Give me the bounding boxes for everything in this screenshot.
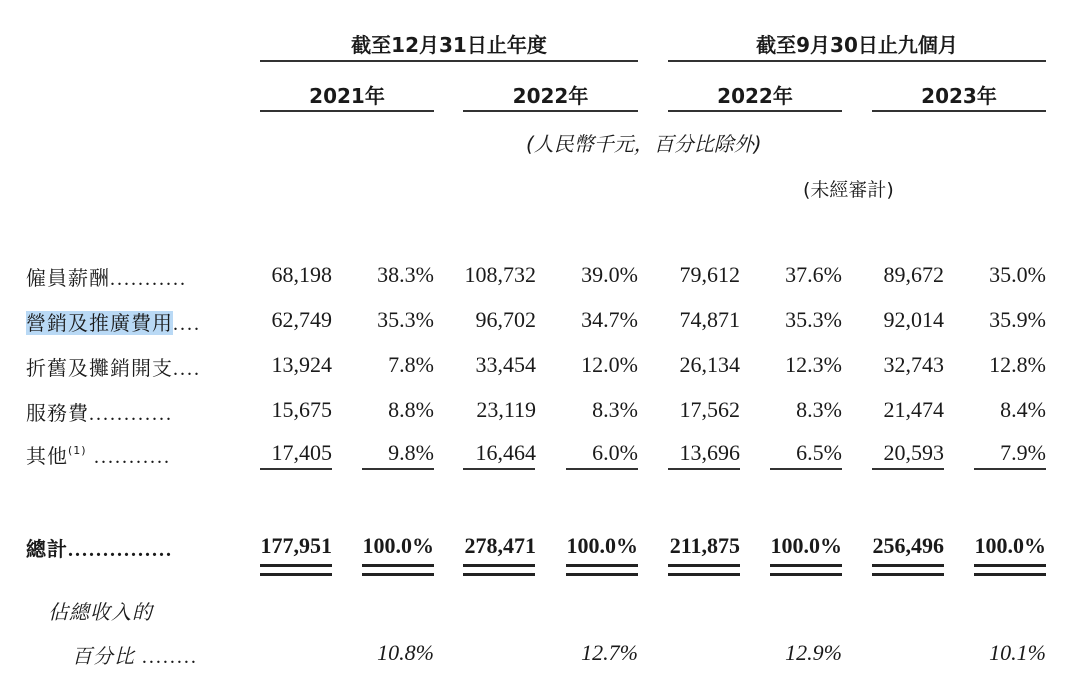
- header-nine-months-rule: [668, 60, 1046, 62]
- row-label-text: 僱員薪酬: [26, 266, 110, 290]
- table-cell: 8.3%: [796, 397, 842, 422]
- row-label-service-fee: [26, 397, 173, 426]
- row-label-text: 總計: [26, 537, 68, 561]
- row-label-others: [26, 440, 171, 469]
- total-cell: 100.0%: [974, 533, 1046, 558]
- table-cell: 6.5%: [796, 440, 842, 465]
- pct-revenue-label-line2: [72, 640, 198, 669]
- total-double-rule: [260, 564, 332, 567]
- total-double-rule: [974, 564, 1046, 567]
- total-cell: 177,951: [260, 533, 332, 558]
- leader-dots: ........: [142, 646, 199, 668]
- leader-dots: ...............: [68, 539, 173, 561]
- row-label-marketing: [26, 307, 201, 336]
- pct-revenue-cell: 10.1%: [989, 640, 1046, 665]
- table-cell: 23,119: [476, 397, 536, 422]
- header-full-year-rule: [260, 60, 638, 62]
- total-double-rule: [770, 573, 842, 576]
- table-cell: 108,732: [464, 262, 536, 287]
- subtotal-rule-4: [566, 468, 638, 470]
- total-double-rule: [362, 564, 434, 567]
- subtotal-rule-7: [872, 468, 944, 470]
- total-double-rule: [463, 564, 535, 567]
- row-label-total: [26, 533, 173, 562]
- unit-note: (人民幣千元，百分比除外): [526, 132, 762, 156]
- table-cell: 33,454: [475, 352, 536, 377]
- table-cell: 92,014: [883, 307, 944, 332]
- leader-dots: ............: [89, 403, 173, 425]
- table-cell: 74,871: [679, 307, 740, 332]
- subtotal-rule-6: [770, 468, 842, 470]
- table-cell: 9.8%: [388, 440, 434, 465]
- table-cell: 26,134: [679, 352, 740, 377]
- table-cell: 8.8%: [388, 397, 434, 422]
- year-rule-2022-9m: [668, 110, 842, 112]
- table-cell: 8.3%: [592, 397, 638, 422]
- total-double-rule: [770, 564, 842, 567]
- year-header-2022: 2022年: [512, 84, 589, 108]
- table-cell: 68,198: [271, 262, 332, 287]
- total-double-rule: [974, 573, 1046, 576]
- total-cell: 256,496: [872, 533, 944, 558]
- table-cell: 62,749: [271, 307, 332, 332]
- leader-dots: ...........: [110, 268, 187, 290]
- row-label-text: 其他: [26, 444, 68, 468]
- year-rule-2021: [260, 110, 434, 112]
- row-label-employee-compensation: [26, 262, 187, 291]
- leader-dots: ....: [173, 358, 201, 380]
- unaudited-note: (未經審計): [803, 179, 894, 201]
- pct-revenue-cell: 10.8%: [377, 640, 434, 665]
- table-cell: 17,562: [679, 397, 740, 422]
- table-cell: 7.8%: [388, 352, 434, 377]
- table-cell: 15,675: [271, 397, 332, 422]
- subtotal-rule-5: [668, 468, 740, 470]
- pct-revenue-label-line1: 佔總收入的: [48, 600, 153, 624]
- total-double-rule: [362, 573, 434, 576]
- header-nine-months: 截至9月30日止九個月: [756, 33, 958, 57]
- pct-revenue-cell: 12.9%: [785, 640, 842, 665]
- table-cell: 89,672: [883, 262, 944, 287]
- year-rule-2023: [872, 110, 1046, 112]
- table-cell: 35.3%: [785, 307, 842, 332]
- leader-dots: ...........: [93, 446, 171, 468]
- total-double-rule: [872, 573, 944, 576]
- total-double-rule: [872, 564, 944, 567]
- table-cell: 96,702: [475, 307, 536, 332]
- total-cell: 100.0%: [362, 533, 434, 558]
- table-cell: 38.3%: [377, 262, 434, 287]
- row-label-text: 折舊及攤銷開支: [26, 356, 173, 380]
- subtotal-rule-8: [974, 468, 1046, 470]
- row-label-text-highlighted: 營銷及推廣費用: [26, 311, 173, 335]
- total-double-rule: [463, 573, 535, 576]
- table-cell: 16,464: [475, 440, 536, 465]
- table-cell: 35.0%: [989, 262, 1046, 287]
- table-cell: 12.3%: [785, 352, 842, 377]
- row-label-text: 百分比: [72, 644, 135, 668]
- table-cell: 34.7%: [581, 307, 638, 332]
- year-header-2022-9m: 2022年: [717, 84, 793, 108]
- table-cell: 37.6%: [785, 262, 842, 287]
- table-cell: 13,696: [679, 440, 740, 465]
- table-cell: 12.0%: [581, 352, 638, 377]
- row-label-depreciation: [26, 352, 201, 381]
- table-cell: 35.3%: [377, 307, 434, 332]
- table-cell: 6.0%: [592, 440, 638, 465]
- total-double-rule: [566, 564, 638, 567]
- table-cell: 17,405: [271, 440, 332, 465]
- total-double-rule: [260, 573, 332, 576]
- total-cell: 100.0%: [566, 533, 638, 558]
- table-cell: 7.9%: [1000, 440, 1046, 465]
- total-cell: 278,471: [464, 533, 536, 558]
- table-cell: 12.8%: [989, 352, 1046, 377]
- subtotal-rule-2: [362, 468, 434, 470]
- table-cell: 35.9%: [989, 307, 1046, 332]
- total-cell: 100.0%: [770, 533, 842, 558]
- header-full-year: 截至12月31日止年度: [351, 33, 547, 57]
- table-cell: 32,743: [883, 352, 944, 377]
- row-label-text: 服務費: [26, 401, 89, 425]
- subtotal-rule-3: [463, 468, 535, 470]
- year-header-2021: 2021年: [309, 84, 385, 108]
- total-double-rule: [668, 573, 740, 576]
- table-cell: 79,612: [679, 262, 740, 287]
- total-cell: 211,875: [669, 533, 740, 558]
- total-double-rule: [566, 573, 638, 576]
- pct-revenue-cell: 12.7%: [581, 640, 638, 665]
- year-header-2023: 2023年: [921, 84, 997, 108]
- table-cell: 21,474: [883, 397, 944, 422]
- subtotal-rule-1: [260, 468, 332, 470]
- footnote-marker: (1): [68, 444, 87, 457]
- table-cell: 13,924: [271, 352, 332, 377]
- total-double-rule: [668, 564, 740, 567]
- leader-dots: ....: [173, 313, 201, 335]
- table-cell: 20,593: [883, 440, 944, 465]
- table-cell: 8.4%: [1000, 397, 1046, 422]
- year-rule-2022: [463, 110, 638, 112]
- table-cell: 39.0%: [581, 262, 638, 287]
